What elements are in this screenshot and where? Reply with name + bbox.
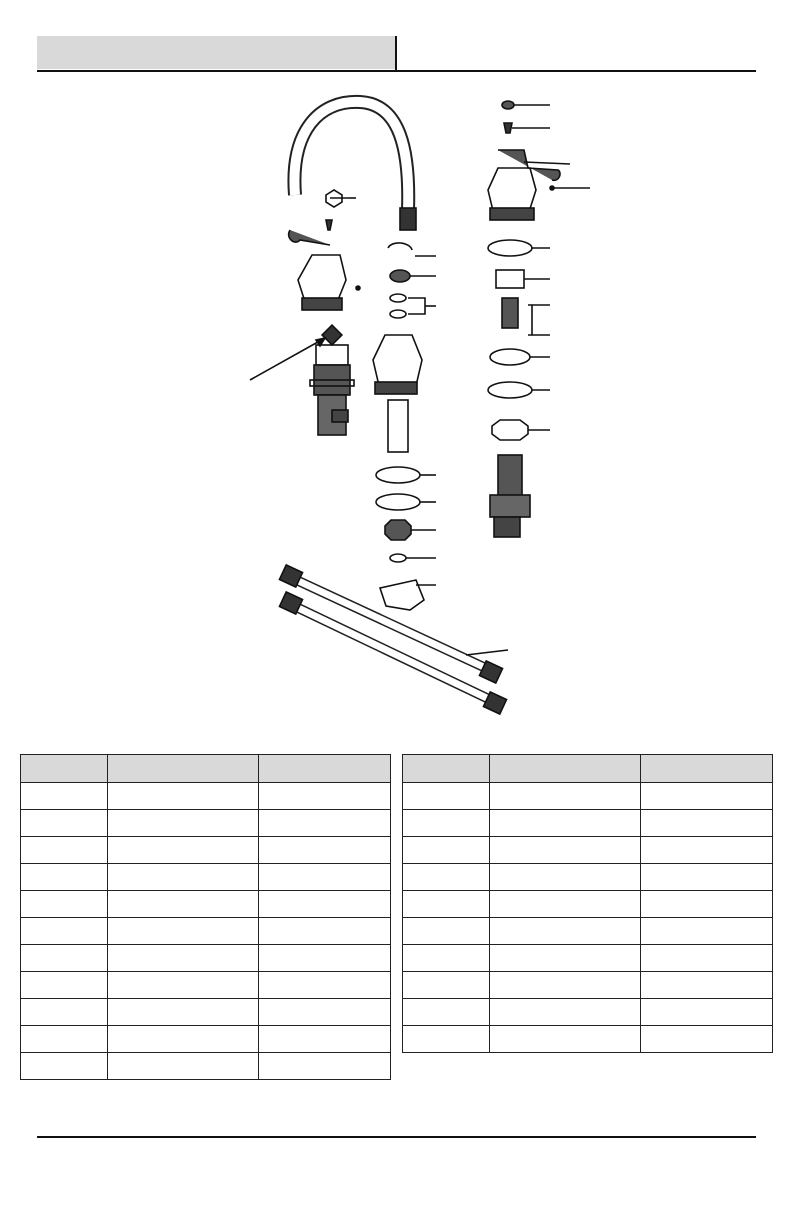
table-header-cell bbox=[21, 755, 108, 783]
table-row bbox=[21, 945, 391, 972]
table-cell bbox=[259, 945, 391, 972]
header-title-block bbox=[37, 36, 395, 69]
table-cell bbox=[108, 810, 259, 837]
table-cell bbox=[21, 810, 108, 837]
parts-table-right bbox=[402, 754, 773, 1053]
spout-thread bbox=[400, 208, 416, 230]
table-cell bbox=[108, 1026, 259, 1053]
table-cell bbox=[641, 783, 773, 810]
page-header bbox=[37, 36, 756, 72]
table-cell bbox=[641, 1026, 773, 1053]
table-cell bbox=[21, 1053, 108, 1080]
table-cell bbox=[259, 1053, 391, 1080]
table-cell bbox=[403, 891, 490, 918]
table-cell bbox=[21, 972, 108, 999]
washer-1 bbox=[376, 467, 420, 483]
table-cell bbox=[490, 810, 641, 837]
table-cell bbox=[21, 891, 108, 918]
small-washer bbox=[390, 554, 406, 562]
table-cell bbox=[21, 837, 108, 864]
table-cell bbox=[641, 810, 773, 837]
table-cell bbox=[641, 999, 773, 1026]
center-nut bbox=[385, 520, 411, 540]
table-cell bbox=[259, 783, 391, 810]
table-cell bbox=[490, 837, 641, 864]
left-screw bbox=[326, 220, 332, 230]
spout-shank bbox=[388, 400, 408, 452]
center-bushing bbox=[390, 270, 410, 282]
table-cell bbox=[490, 891, 641, 918]
valve-top bbox=[316, 345, 348, 365]
header-rule bbox=[37, 70, 756, 72]
table-cell bbox=[259, 1026, 391, 1053]
table-cell bbox=[641, 837, 773, 864]
table-row bbox=[403, 945, 773, 972]
table-cell bbox=[259, 837, 391, 864]
table-cell bbox=[21, 999, 108, 1026]
table-row bbox=[21, 1053, 391, 1080]
table-header-cell bbox=[259, 755, 391, 783]
table-row bbox=[21, 810, 391, 837]
header-divider bbox=[395, 36, 397, 72]
bonnet bbox=[496, 270, 524, 288]
mount-nut bbox=[492, 420, 528, 440]
table-row bbox=[403, 783, 773, 810]
table-cell bbox=[108, 783, 259, 810]
table-cell bbox=[403, 999, 490, 1026]
table-cell bbox=[490, 1026, 641, 1053]
table-cell bbox=[403, 1026, 490, 1053]
left-lever bbox=[289, 230, 330, 245]
table-cell bbox=[403, 972, 490, 999]
flange bbox=[488, 240, 532, 256]
table-cell bbox=[259, 891, 391, 918]
table-cell bbox=[21, 864, 108, 891]
o-ring-1 bbox=[390, 294, 406, 302]
valve-stem bbox=[322, 325, 342, 345]
table-cell bbox=[108, 1053, 259, 1080]
table-cell bbox=[259, 972, 391, 999]
table-row bbox=[21, 999, 391, 1026]
table-cell bbox=[641, 945, 773, 972]
table-header-row bbox=[21, 755, 391, 783]
right-valve-body bbox=[490, 495, 530, 517]
table-cell bbox=[259, 999, 391, 1026]
parts-table-left bbox=[20, 754, 391, 1080]
table-row bbox=[403, 810, 773, 837]
table-cell bbox=[108, 891, 259, 918]
table-cell bbox=[403, 783, 490, 810]
gasket-2 bbox=[488, 382, 532, 398]
cartridge bbox=[502, 298, 518, 328]
table-cell bbox=[21, 783, 108, 810]
table-header-cell bbox=[641, 755, 773, 783]
table-cell bbox=[108, 864, 259, 891]
washer-2 bbox=[376, 494, 420, 510]
table-cell bbox=[490, 918, 641, 945]
table-row bbox=[21, 864, 391, 891]
right-lever bbox=[498, 150, 560, 180]
table-row bbox=[403, 864, 773, 891]
table-row bbox=[21, 918, 391, 945]
clip bbox=[388, 243, 412, 250]
table-cell bbox=[641, 891, 773, 918]
table-cell bbox=[108, 918, 259, 945]
table-cell bbox=[403, 945, 490, 972]
table-cell bbox=[21, 1026, 108, 1053]
table-cell bbox=[259, 810, 391, 837]
table-cell bbox=[490, 945, 641, 972]
table-row bbox=[403, 918, 773, 945]
table-cell bbox=[641, 864, 773, 891]
table-cell bbox=[403, 837, 490, 864]
table-cell bbox=[21, 918, 108, 945]
o-ring-2 bbox=[390, 310, 406, 318]
faucet-exploded-view bbox=[240, 90, 610, 730]
table-header-cell bbox=[490, 755, 641, 783]
table-row bbox=[21, 783, 391, 810]
table-cell bbox=[403, 810, 490, 837]
table-cell bbox=[108, 999, 259, 1026]
table-cell bbox=[490, 864, 641, 891]
table-row bbox=[21, 837, 391, 864]
table-cell bbox=[490, 783, 641, 810]
table-row bbox=[21, 972, 391, 999]
exploded-parts-diagram bbox=[240, 90, 610, 730]
table-row bbox=[403, 972, 773, 999]
table-cell bbox=[259, 918, 391, 945]
table-cell bbox=[641, 972, 773, 999]
table-cell bbox=[403, 918, 490, 945]
table-row bbox=[21, 891, 391, 918]
table-row bbox=[403, 891, 773, 918]
table-row bbox=[403, 999, 773, 1026]
table-header-cell bbox=[403, 755, 490, 783]
table-cell bbox=[259, 864, 391, 891]
table-cell bbox=[21, 945, 108, 972]
table-row bbox=[403, 1026, 773, 1053]
table-row bbox=[21, 1026, 391, 1053]
table-cell bbox=[403, 864, 490, 891]
table-cell bbox=[490, 972, 641, 999]
table-header-cell bbox=[108, 755, 259, 783]
gasket-1 bbox=[490, 349, 530, 365]
table-cell bbox=[490, 999, 641, 1026]
footer-rule bbox=[37, 1136, 756, 1138]
table-cell bbox=[108, 945, 259, 972]
table-cell bbox=[108, 837, 259, 864]
right-screw bbox=[504, 123, 512, 133]
right-nut bbox=[502, 101, 514, 109]
table-cell bbox=[641, 918, 773, 945]
table-cell bbox=[108, 972, 259, 999]
table-header-row bbox=[403, 755, 773, 783]
table-row bbox=[403, 837, 773, 864]
